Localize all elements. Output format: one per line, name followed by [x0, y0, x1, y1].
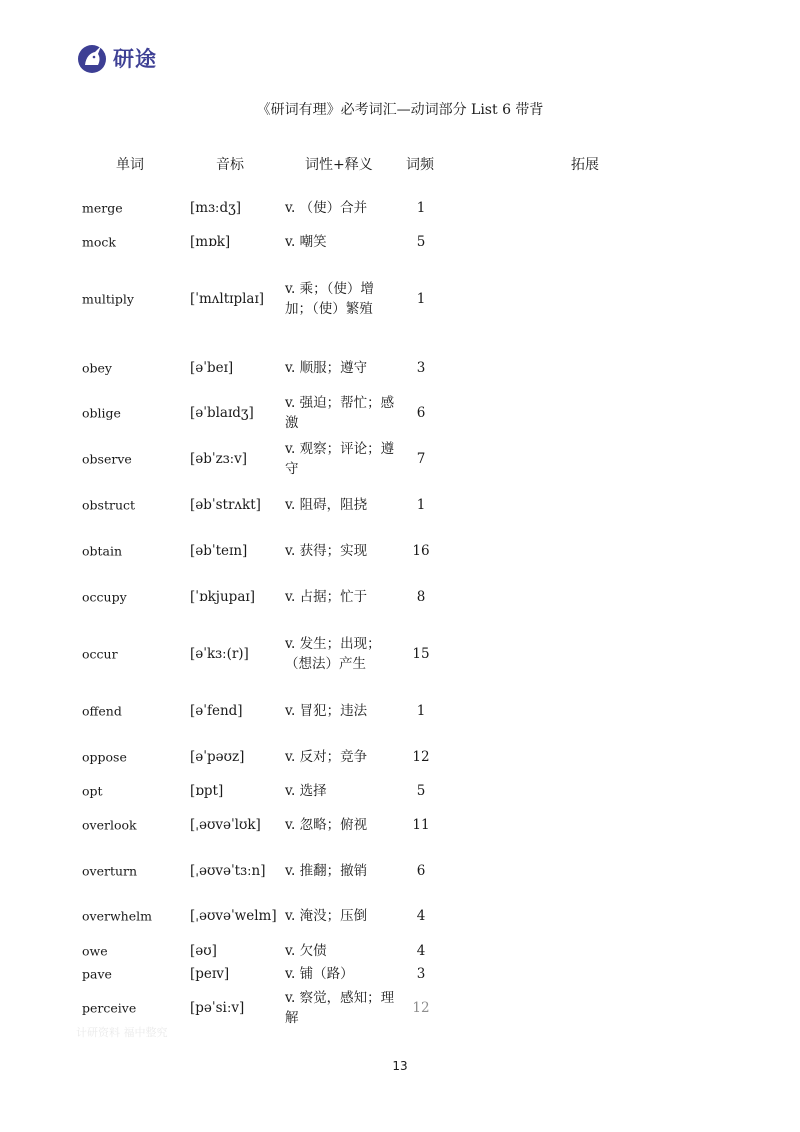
table-row	[0, 963, 800, 985]
header-freq: 词频	[406, 157, 434, 173]
frequency-cell: 6	[416, 863, 426, 879]
phonetic-cell: [əˈbeɪ]	[190, 360, 234, 376]
table-row	[0, 436, 800, 482]
frequency-cell: 1	[416, 291, 426, 307]
frequency-cell: 1	[416, 703, 426, 719]
frequency-cell: 8	[416, 589, 426, 605]
table-row	[0, 691, 800, 731]
table-row	[0, 625, 800, 683]
word-cell: multiply	[82, 291, 134, 307]
definition-cell: v. 淹没；压倒	[285, 908, 368, 924]
table-row	[0, 390, 800, 436]
definition-cell: v. 推翻；撤销	[285, 863, 368, 879]
page-title: 《研词有理》必考词汇—动词部分 List 6 带背	[256, 102, 544, 118]
frequency-cell: 1	[416, 200, 426, 216]
frequency-cell: 3	[416, 360, 426, 376]
table-row	[0, 896, 800, 936]
table-row	[0, 191, 800, 225]
word-cell: merge	[82, 200, 123, 216]
word-cell: occupy	[82, 589, 127, 605]
frequency-cell: 12	[412, 1000, 430, 1016]
phonetic-cell: [əbˈteɪn]	[190, 543, 248, 559]
table-row	[0, 269, 800, 329]
frequency-cell: 11	[412, 817, 430, 833]
word-cell: oppose	[82, 749, 127, 765]
word-cell: opt	[82, 783, 103, 799]
unicorn-logo-icon	[76, 42, 108, 74]
phonetic-cell: [ˈɒkjupaɪ]	[190, 589, 255, 605]
frequency-cell: 15	[412, 646, 430, 662]
table-row	[0, 807, 800, 843]
frequency-cell: 4	[416, 908, 426, 924]
definition-cell: v. 反对；竞争	[285, 749, 368, 765]
phonetic-cell: [əˈblaɪdʒ]	[190, 405, 254, 421]
word-cell: occur	[82, 646, 118, 662]
definition-cell: v. 发生；出现；（想法）产生	[285, 636, 381, 672]
definition-cell: v. 忽略；俯视	[285, 817, 368, 833]
frequency-cell: 6	[416, 405, 426, 421]
phonetic-cell: [ˌəʊvəˈtɜːn]	[190, 863, 266, 879]
table-row	[0, 737, 800, 777]
phonetic-cell: [mɒk]	[190, 234, 231, 250]
header-word: 单词	[116, 157, 144, 173]
phonetic-cell: [əʊ]	[190, 943, 217, 959]
phonetic-cell: [əˈfend]	[190, 703, 243, 719]
phonetic-cell: [əbˈzɜːv]	[190, 451, 248, 467]
definition-cell: v. 欠债	[285, 943, 327, 959]
frequency-cell: 5	[416, 783, 426, 799]
word-cell: obtain	[82, 543, 123, 559]
word-cell: obey	[82, 360, 112, 376]
definition-cell: v. 顺服；遵守	[285, 360, 368, 376]
table-row	[0, 225, 800, 259]
definition-cell: v. 观察；评论；遵守	[285, 441, 395, 477]
word-cell: overturn	[82, 863, 138, 879]
definition-cell: v. 阻碍，阻挠	[285, 497, 368, 513]
phonetic-cell: [mɜːdʒ]	[190, 200, 242, 216]
table-row	[0, 348, 800, 388]
phonetic-cell: [əˈpəʊz]	[190, 749, 245, 765]
brand-name: 研途	[113, 47, 157, 71]
word-cell: oblige	[82, 405, 121, 421]
watermark: 计研资料 福中整究	[76, 1026, 168, 1039]
phonetic-cell: [ˈmʌltɪplaɪ]	[190, 291, 265, 307]
definition-cell: v. 获得；实现	[285, 543, 368, 559]
word-cell: mock	[82, 234, 116, 250]
word-cell: offend	[82, 703, 122, 719]
frequency-cell: 1	[416, 497, 426, 513]
word-cell: overlook	[82, 817, 137, 833]
definition-cell: v. 选择	[285, 783, 327, 799]
word-cell: owe	[82, 943, 108, 959]
frequency-cell: 3	[416, 966, 426, 982]
definition-cell: v. 嘲笑	[285, 234, 327, 250]
table-row	[0, 940, 800, 962]
phonetic-cell: [peɪv]	[190, 966, 230, 982]
definition-cell: v. 强迫；帮忙；感激	[285, 395, 395, 431]
frequency-cell: 7	[416, 451, 426, 467]
phonetic-cell: [ˌəʊvəˈlʊk]	[190, 817, 261, 833]
header-extension: 拓展	[571, 157, 599, 173]
table-row	[0, 577, 800, 617]
brand-logo	[76, 42, 157, 74]
table-row	[0, 531, 800, 571]
table-row	[0, 485, 800, 525]
frequency-cell: 4	[416, 943, 426, 959]
frequency-cell: 16	[412, 543, 430, 559]
definition-cell: v. （使）合并	[285, 200, 368, 216]
word-cell: observe	[82, 451, 132, 467]
definition-cell: v. 占据；忙于	[285, 589, 368, 605]
phonetic-cell: [ˌəʊvəˈwelm]	[190, 908, 277, 924]
definition-cell: v. 铺（路）	[285, 966, 354, 982]
phonetic-cell: [əˈkɜː(r)]	[190, 646, 249, 662]
table-row	[0, 777, 800, 805]
definition-cell: v. 乘；（使）增加；（使）繁殖	[285, 281, 374, 317]
word-cell: overwhelm	[82, 908, 152, 924]
page-number: 13	[392, 1059, 408, 1073]
header-pos: 词性+释义	[305, 157, 373, 173]
word-cell: obstruct	[82, 497, 136, 513]
table-row	[0, 851, 800, 891]
definition-cell: v. 察觉，感知；理解	[285, 990, 395, 1026]
phonetic-cell: [əbˈstrʌkt]	[190, 497, 261, 513]
header-phonetic: 音标	[216, 157, 244, 173]
definition-cell: v. 冒犯；违法	[285, 703, 368, 719]
frequency-cell: 5	[416, 234, 426, 250]
word-cell: pave	[82, 966, 112, 982]
phonetic-cell: [pəˈsiːv]	[190, 1000, 245, 1016]
word-cell: perceive	[82, 1000, 137, 1016]
frequency-cell: 12	[412, 749, 430, 765]
phonetic-cell: [ɒpt]	[190, 783, 224, 799]
